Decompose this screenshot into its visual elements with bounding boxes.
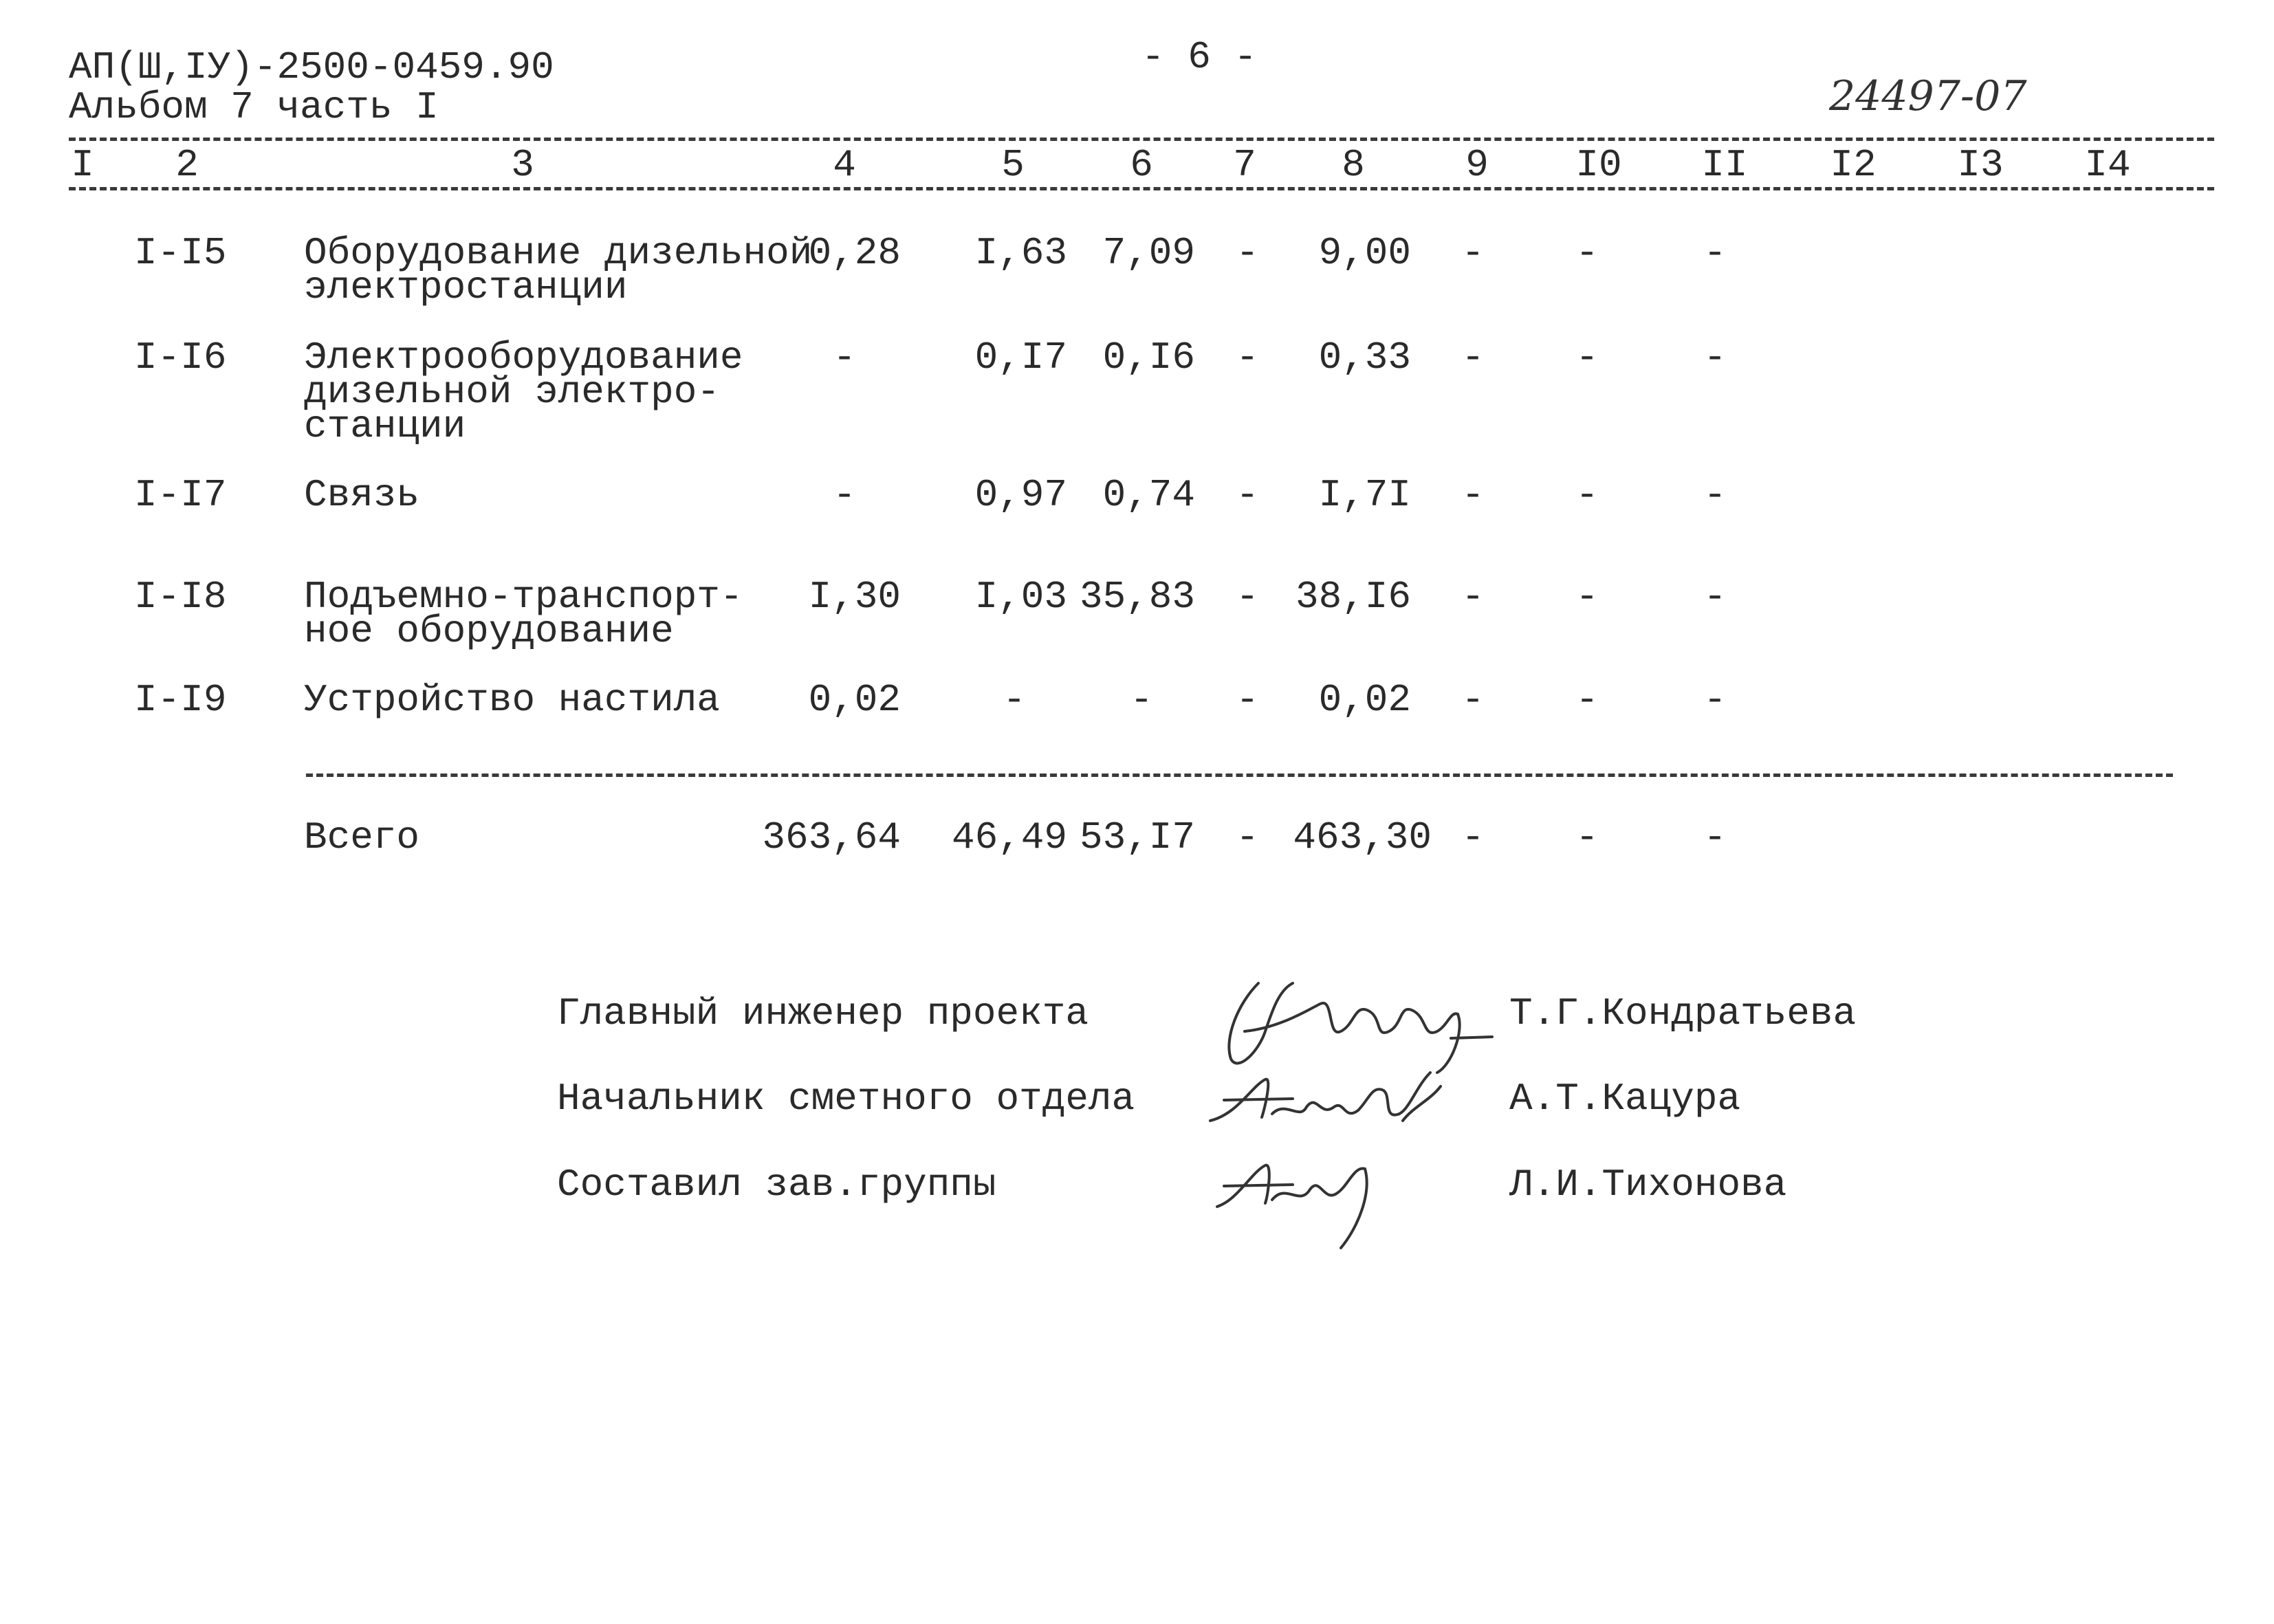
signatory-name: Л.И.Тихонова bbox=[1509, 1163, 1787, 1207]
value-col-8: 38,I6 bbox=[1295, 575, 1411, 619]
album-label: Альбом 7 часть I bbox=[69, 85, 439, 129]
value-col-10: - bbox=[1575, 678, 1599, 722]
row-name-line: дизельной электро- bbox=[304, 370, 720, 414]
total-separator-rule bbox=[306, 773, 2173, 777]
column-number: I bbox=[71, 143, 94, 187]
row-name-line: электростанции bbox=[304, 265, 628, 309]
value-col-7: - bbox=[1236, 231, 1259, 275]
value-col-8: 0,02 bbox=[1318, 678, 1411, 722]
signatory-title: Начальник сметного отдела bbox=[557, 1077, 1135, 1121]
value-col-4: I,30 bbox=[808, 575, 901, 619]
row-code: I-I8 bbox=[134, 575, 227, 619]
value-col-9: - bbox=[1461, 575, 1485, 619]
total-col-5: 46,49 bbox=[951, 815, 1067, 859]
column-number: 2 bbox=[175, 143, 199, 187]
value-col-6: - bbox=[1130, 678, 1153, 722]
value-col-7: - bbox=[1236, 678, 1259, 722]
signatory-name: А.Т.Кацура bbox=[1509, 1077, 1741, 1121]
row-code: I-I5 bbox=[134, 231, 227, 275]
column-number: I4 bbox=[2084, 143, 2131, 187]
value-col-6: 7,09 bbox=[1102, 231, 1195, 275]
column-number: 6 bbox=[1130, 143, 1153, 187]
value-col-5: - bbox=[1003, 678, 1026, 722]
total-col-6: 53,I7 bbox=[1079, 815, 1195, 859]
row-name-line: Электрооборудование bbox=[304, 336, 743, 380]
signatory-name: Т.Г.Кондратьева bbox=[1509, 991, 1857, 1035]
value-col-9: - bbox=[1461, 678, 1485, 722]
value-col-10: - bbox=[1575, 231, 1599, 275]
value-col-8: 9,00 bbox=[1318, 231, 1411, 275]
row-name-line: Подъемно-транспорт- bbox=[304, 575, 743, 619]
column-number: I3 bbox=[1957, 143, 2004, 187]
value-col-9: - bbox=[1461, 231, 1485, 275]
column-number: 5 bbox=[1001, 143, 1025, 187]
value-col-6: 35,83 bbox=[1079, 575, 1195, 619]
handwritten-signature-2 bbox=[1196, 1059, 1458, 1145]
column-number: 4 bbox=[833, 143, 856, 187]
total-label: Всего bbox=[304, 815, 420, 859]
row-name-line: станции bbox=[304, 404, 466, 448]
value-col-4: - bbox=[833, 336, 856, 380]
value-col-4: 0,28 bbox=[808, 231, 901, 275]
row-code: I-I7 bbox=[134, 473, 227, 517]
page-number: - 6 - bbox=[1141, 35, 1258, 79]
handwritten-signature-3 bbox=[1203, 1145, 1410, 1258]
value-col-7: - bbox=[1236, 575, 1259, 619]
row-name-line: Оборудование дизельной bbox=[304, 231, 813, 275]
value-col-11: - bbox=[1703, 336, 1727, 380]
value-col-8: I,7I bbox=[1318, 473, 1411, 517]
signatory-title: Главный инженер проекта bbox=[557, 991, 1089, 1035]
value-col-8: 0,33 bbox=[1318, 336, 1411, 380]
value-col-5: I,63 bbox=[974, 231, 1067, 275]
value-col-11: - bbox=[1703, 473, 1727, 517]
total-col-8: 463,30 bbox=[1293, 815, 1432, 859]
row-name-line: Связь bbox=[304, 473, 420, 517]
column-number: 9 bbox=[1465, 143, 1489, 187]
header-bottom-rule bbox=[69, 187, 2214, 190]
total-col-7: - bbox=[1236, 815, 1259, 859]
value-col-10: - bbox=[1575, 575, 1599, 619]
row-code: I-I9 bbox=[134, 678, 227, 722]
signatory-title: Составил зав.группы bbox=[557, 1163, 996, 1207]
value-col-11: - bbox=[1703, 575, 1727, 619]
column-number: 7 bbox=[1233, 143, 1256, 187]
row-name-line: Устройство настила bbox=[304, 678, 720, 722]
header-top-rule bbox=[69, 138, 2214, 141]
value-col-11: - bbox=[1703, 231, 1727, 275]
value-col-9: - bbox=[1461, 336, 1485, 380]
total-col-11: - bbox=[1703, 815, 1727, 859]
value-col-6: 0,74 bbox=[1102, 473, 1195, 517]
column-number: II bbox=[1701, 143, 1748, 187]
column-number: 8 bbox=[1342, 143, 1365, 187]
total-col-9: - bbox=[1461, 815, 1485, 859]
column-number: 3 bbox=[511, 143, 534, 187]
value-col-10: - bbox=[1575, 473, 1599, 517]
value-col-7: - bbox=[1236, 336, 1259, 380]
value-col-10: - bbox=[1575, 336, 1599, 380]
value-col-4: - bbox=[833, 473, 856, 517]
value-col-5: I,03 bbox=[974, 575, 1067, 619]
value-col-4: 0,02 bbox=[808, 678, 901, 722]
row-code: I-I6 bbox=[134, 336, 227, 380]
column-number: I0 bbox=[1575, 143, 1622, 187]
total-col-10: - bbox=[1575, 815, 1599, 859]
document-code: АП(Ш,IУ)-2500-0459.90 bbox=[69, 45, 554, 89]
value-col-5: 0,I7 bbox=[974, 336, 1067, 380]
column-number: I2 bbox=[1830, 143, 1877, 187]
value-col-7: - bbox=[1236, 473, 1259, 517]
value-col-5: 0,97 bbox=[974, 473, 1067, 517]
value-col-11: - bbox=[1703, 678, 1727, 722]
value-col-9: - bbox=[1461, 473, 1485, 517]
handwritten-archive-number: 24497-07 bbox=[1829, 72, 2027, 120]
total-col-4: 363,64 bbox=[762, 815, 901, 859]
row-name-line: ное оборудование bbox=[304, 609, 674, 653]
value-col-6: 0,I6 bbox=[1102, 336, 1195, 380]
